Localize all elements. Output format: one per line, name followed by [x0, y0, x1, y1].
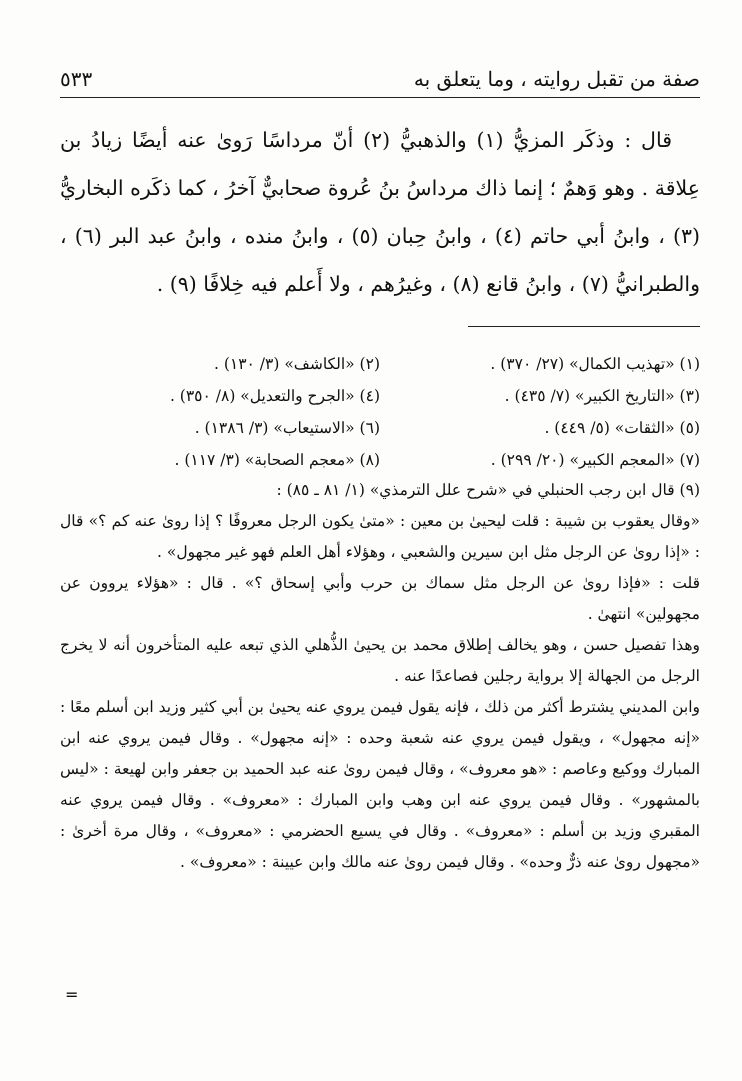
footnote-9-para: قلت : «فإذا روىٰ عن الرجل مثل سماك بن حرب وأبي إسحاق ؟» . قال : «هؤلاء يروون عن مجهولين» انتهىٰ .	[60, 574, 700, 623]
footnote-6: (٦) «الاستيعاب» (٣/ ١٣٨٦) .	[194, 419, 380, 437]
continuation-mark: =	[65, 985, 79, 1004]
main-text: قال : وذكَر المزيُّ (١) والذهبيُّ (٢) أنّ مرداسًا رَوىٰ عنه أيضًا زيادُ بن عِلاقة . وهو وَهمٌ ؛ إنما ذاك مرداسُ بنُ عُروة صحابيٌّ آخرُ ، كما ذكَره البخاريُّ (٣) ، وابنُ أبي حاتم (٤) ، وابنُ حِبان (٥) ، وابنُ منده ، وابنُ عبد البر (٦) ، والطبرانيُّ (٧) ، وابنُ قانع (٨) ، وغيرُهم ، ولا أَعلم فيه خِلافًا (٩) .	[60, 128, 701, 296]
footnote-separator	[468, 326, 700, 327]
footnote-2: (٢) «الكاشف» (٣/ ١٣٠) .	[213, 355, 380, 373]
footnote-9-intro: (٩) قال ابن رجب الحنبلي في «شرح علل الترمذي» (١/ ٨١ ـ ٨٥) :	[276, 481, 700, 499]
footnote-9-para: وابن المديني يشترط أكثر من ذلك ، فإنه يقول فيمن يروي عنه يحيىٰ بن أبي كثير وزيد ابن أسلم معًا : «إنه مجهول» ، ويقول فيمن يروي عنه شعبة وحده : «إنه مجهول» . وقال فيمن يروي عنه ابن المبارك ووكيع وعاصم : «هو معروف» ، وقال فيمن روىٰ عنه عبد الحميد بن جعفر وابن لهيعة : «ليس بالمشهور» . وقال فيمن يروي عنه ابن وهب وابن المبارك : «معروف» . وقال فيمن يروي عنه المقبري وزيد بن أسلم : «معروف» . وقال في يسيع الحضرمي : «معروف» ، وقال مرة أخرىٰ : «مجهول روىٰ عنه ذرٌّ وحده» . وقال فيمن روىٰ عنه مالك وابن عيينة : «معروف» .	[60, 698, 700, 871]
footnote-9-para: «وقال يعقوب بن شيبة : قلت ليحيىٰ بن معين : «متىٰ يكون الرجل معروفًا ؟ إذا روىٰ عنه كم ؟» قال : «إذا روىٰ عن الرجل مثل ابن سيرين والشعبي ، وهؤلاء أهل العلم فهو غير مجهول» .	[60, 512, 700, 561]
footnote-3: (٣) «التاريخ الكبير» (٧/ ٤٣٥) .	[504, 387, 700, 405]
footnote-1: (١) «تهذيب الكمال» (٢٧/ ٣٧٠) .	[490, 355, 700, 373]
footnote-5: (٥) «الثقات» (٥/ ٤٤٩) .	[544, 419, 700, 437]
header-title: صفة من تقبل روايته ، وما يتعلق به	[413, 67, 700, 91]
footnote-9	[60, 475, 700, 878]
footnote-8: (٨) «معجم الصحابة» (٣/ ١١٧) .	[174, 451, 380, 469]
running-header	[60, 55, 700, 98]
book-page	[60, 55, 700, 878]
footnote-7: (٧) «المعجم الكبير» (٢٠/ ٢٩٩) .	[490, 451, 700, 469]
footnote-4: (٤) «الجرح والتعديل» (٨/ ٣٥٠) .	[169, 387, 380, 405]
page-number: ٥٣٣	[60, 67, 93, 91]
footnote-9-para: وهذا تفصيل حسن ، وهو يخالف إطلاق محمد بن يحيىٰ الذُّهلي الذي تبعه عليه المتأخرون أنه لا يخرج الرجل من الجهالة إلا برواية رجلين فصاعدًا عنه .	[60, 636, 701, 685]
footnotes-list	[60, 349, 700, 475]
